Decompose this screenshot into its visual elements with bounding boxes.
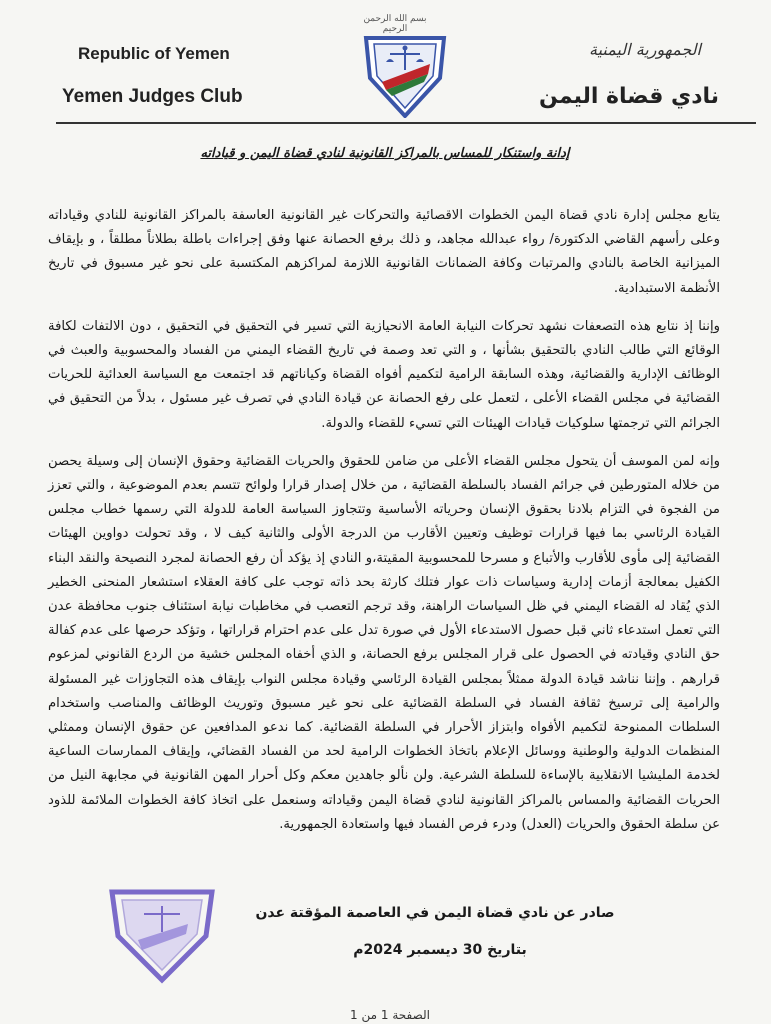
header-divider [56, 122, 756, 124]
header-english-club: Yemen Judges Club [62, 86, 243, 107]
club-stamp-icon [108, 884, 216, 984]
header-english-country: Republic of Yemen [78, 44, 230, 63]
body-paragraph: وإنه لمن الموسف أن يتحول مجلس القضاء الأعلى من ضامن للحقوق والحريات القضائية وحقوق الإنسان إلى وسيلة يحصن من خلاله المتورطين في جرائم الفساد بالسلطة القضائية ، من خلال إصدار قرارا ولوائح تتسم بعدم الموضوعية ، والتي تعزز من الفجوة في التزام بلادنا بحقوق الإنسان وحرياته الأساسية وتتجاوز السياسة العامة للدولة التي رسمها خطاب مجلس القيادة الرئاسي بما فيها قرارات توظيف وتعيين الأقارب من الدرجة الأولى والثانية كيف لا ، وقد تحولت دواوين الهيئات القضائية إلى مأوى للأقارب والأتباع و مسرحا للمحسوبية المقيتة،و النادي إذ يؤكد أن رفع الحصانة لمجرد النصيحة والنقد البناء الكفيل بمعالجة أزمات إدارية وسياسات ذات عوار فتلك كارثة بحد ذاته توجب على كافة العقلاء استشعار المنحنى الخطير الذي يُقاد له القضاء اليمني في ظل السياسات الراهنة، وقد ترجم التعصب في مخاطبات نيابة استئناف جنوب محافظة عدن التي تعمل استدعاء ثاني قبل حصول الاستدعاء الأول في صورة تدل على عدم احترام قراراتها ، وتؤكد حرصها على عدم كفالة حق النادي وقيادته في الحصول على قرار المجلس برفع الحصانة، و الذي أخفاه المجلس خشية من الردع القانوني لمزعوم قرارهم . وإننا نناشد قيادة الدولة ممثلاً بمجلس القيادة الرئاسي وقيادة مجلس النواب بإيقاف هذه التجاوزات غير المسئولة والرامية إلى ترسيخ ثقافة الفساد في السلطة القضائية على نحو غير مسبوق وتوريث الوظائف والمناصب واستخدام السلطات الممنوحة لتكميم الأفواه وابتزاز الأحرار في السلطة القضائية. كما ندعو المدافعين عن حقوق الإنسان وممثلي المنظمات الدولية والوطنية ووسائل الإعلام باتخاذ الخطوات الرامية لحد من الفساد القضائي، وإيقاف الممارسات الساعية لخدمة المليشيا الانقلابية بالإساءة للسلطة الشرعية. ولن نألو جاهدين معكم وكل أحرار المهن القانونية في مجابهة النيل من الحريات القضائية والمساس بالمراكز القانونية لنادي قضاة اليمن وقياداته وسنعمل على اتخاذ كافة الخطوات الملائمة للذود عن سلطة الحقوق والحريات (العدل) ودرء فرص الفساد فيها واستعادة الجمهورية. [48, 453, 720, 832]
logo-basmala: بسم الله الرحمن الرحيم [363, 14, 427, 34]
issuer-line: صادر عن نادي قضاة اليمن في العاصمة المؤقتة عدن [255, 905, 615, 921]
issue-date: بتاريخ 30 ديسمبر 2024م [353, 942, 527, 958]
page-number: الصفحة 1 من 1 [350, 1008, 430, 1022]
letter-body [48, 204, 720, 851]
body-paragraph: يتابع مجلس إدارة نادي قضاة اليمن الخطوات الاقصائية والتحركات غير القانونية العاسفة بالمراكز القانونية للنادي وقياداته وعلى رأسهم القاضي الدكتورة/ رواء عبدالله مجاهد، و ذلك برفع الحصانة عنها وفق إجراءات باطلة بطلاناً مطلقاً ، و بإيقاف الميزانية الخاصة بالنادي والمرتبات وكافة الضمانات القانونية اللازمة لمراكزهم المكتسبة على نحو غير مسبوق في تاريخ الأنظمة الاستبدادية. [48, 208, 720, 296]
header-arabic-club: نادي قضاة اليمن [539, 84, 719, 109]
letter-subject: إدانة واستنكار للمساس بالمراكز القانونية لنادي قضاة اليمن و قياداته [200, 146, 570, 161]
body-paragraph: وإننا إذ نتابع هذه التصعفات نشهد تحركات النيابة العامة الانحيازية التي تسير في التحقيق في التحقيق ، دون الالتفات لكافة الوقائع التي طالب النادي بالتحقيق بشأنها ، و التي تعد وصمة في تاريخ القضاء اليمني من الفساد والمحسوبية والعبث في الوظائف الإدارية والقضائية، وهذه السابقة الرامية لتكميم أفواه القضاة وكياناتهم قد اجتمعت مع السياسة العدائية للحريات القضائية في مجلس القضاء الأعلى ، لتعمل على رفع الحصانة عن قيادة النادي في تصرف غير مسئول ، بدلاً من التحقيق في الجرائم التي ترجمتها سلوكيات قيادات الهيئات التي تسيء للقضاء والدولة. [48, 318, 720, 431]
header-arabic-country: الجمهورية اليمنية [588, 40, 701, 59]
club-logo-icon [360, 26, 450, 118]
